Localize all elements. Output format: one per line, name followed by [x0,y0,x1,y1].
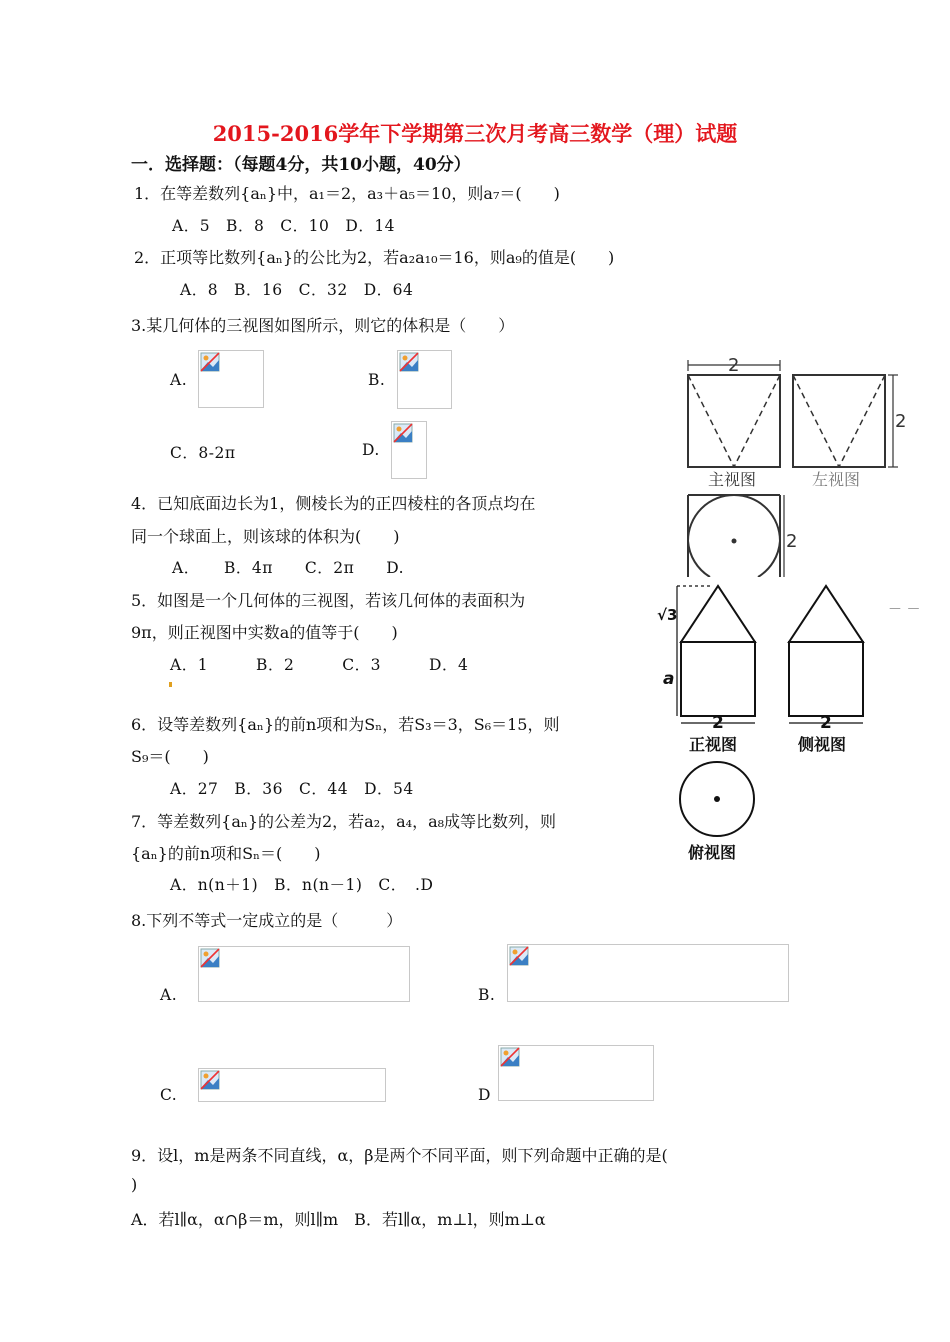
fig1-label-left: 左视图 [812,470,861,489]
q3-option-a: A. [170,371,188,389]
fig2-label-front: 正视图 [689,735,738,754]
q1-stem: 1．在等差数列{aₙ}中，a₁＝2，a₃＋a₅＝10，则a₇＝( ) [134,184,560,203]
q9-line1: 9．设l，m是两条不同直线，α，β是两个不同平面，则下列命题中正确的是( [131,1146,668,1165]
q8-option-d: D [478,1086,491,1104]
q3-option-a-image [198,350,264,408]
top-view-center [732,539,737,544]
q5-line2: 9π，则正视图中实数a的值等于( ) [131,623,398,642]
fig2-dim-side: 2 [820,713,832,733]
q4-line2: 同一个球面上，则该球的体积为( ) [131,527,400,546]
q5-line1: 5．如图是一个几何体的三视图，若该几何体的表面积为 [131,591,526,610]
q8-option-b-image [507,944,789,1002]
q6-line2: S₉＝( ) [131,747,209,766]
q3-option-d-image [391,421,427,479]
q9-line3: A．若l∥α，α∩β＝m，则l∥m B．若l∥α，m⊥l，则m⊥α [131,1210,546,1229]
q5-three-view-figure [655,582,940,867]
fig1-dim-side: 2 [895,411,907,432]
fig2-dash: － － [888,602,921,618]
q3-stem: 3.某几何体的三视图如图所示，则它的体积是（ ） [131,316,515,335]
q6-options: A．27 B．36 C．44 D．54 [170,780,414,798]
q7-line1: 7．等差数列{aₙ}的公差为2，若a₂，a₄，a₈成等比数列，则 [131,812,557,831]
q3-option-d: D. [362,441,380,459]
q7-options: A．n(n＋1) B．n(n－1) C． .D [170,876,434,894]
fig2-label-top: 俯视图 [688,843,737,862]
q4-line1: 4．已知底面边长为1，侧棱长为的正四棱柱的各顶点均在 [131,494,536,513]
q1-options: A．5 B．8 C．10 D．14 [172,217,396,235]
fig1-label-front: 主视图 [708,470,757,489]
front-view [688,360,780,467]
broken-image-icon [509,946,529,966]
side-view-q5 [789,586,863,723]
stray-mark [169,682,172,687]
q3-three-view-figure [680,355,910,577]
q8-option-c: C. [160,1086,178,1104]
q4-options: A． B．4π C．2π D. [172,559,405,577]
q9-line2: ) [131,1175,138,1194]
q8-option-b: B. [478,986,496,1004]
q8-option-c-image [198,1068,386,1102]
broken-image-icon [200,1070,220,1090]
q8-option-a: A. [160,986,178,1004]
q6-line1: 6．设等差数列{aₙ}的前n项和为Sₙ，若S₃＝3，S₆＝15，则 [131,715,560,734]
q7-line2: {aₙ}的前n项和Sₙ＝( ) [131,844,321,863]
page-title: 2015-2016学年下学期第三次月考高三数学（理）试题 [212,121,738,146]
q2-stem: 2．正项等比数列{aₙ}的公比为2，若a₂a₁₀＝16，则a₉的值是( ) [134,248,615,267]
broken-image-icon [399,352,419,372]
q3-option-b: B. [368,371,386,389]
q8-option-a-image [198,946,410,1002]
broken-image-icon [200,948,220,968]
fig2-dim-front: 2 [712,713,724,733]
fig2-label-side: 侧视图 [798,735,847,754]
broken-image-icon [500,1047,520,1067]
q3-option-b-image [397,350,452,409]
fig1-dim-bottom: 2 [786,531,798,552]
front-view-q5 [677,586,755,723]
q2-options: A．8 B．16 C．32 D．64 [180,281,414,299]
q8-stem: 8.下列不等式一定成立的是（ ） [131,911,403,930]
left-view [793,375,898,467]
fig1-dim-top: 2 [728,355,740,376]
broken-image-icon [200,352,220,372]
q3-option-c: C．8-2π [170,444,236,462]
top-view [688,495,784,577]
top-view-q5 [680,762,754,836]
q8-option-d-image [498,1045,654,1101]
section-heading: 一．选择题：（每题4分，共10小题，40分） [131,155,471,175]
q5-options: A．1 B．2 C．3 D．4 [170,656,469,674]
fig2-a: a [663,669,675,689]
fig2-sqrt3: √3 [657,606,678,624]
broken-image-icon [393,423,413,443]
